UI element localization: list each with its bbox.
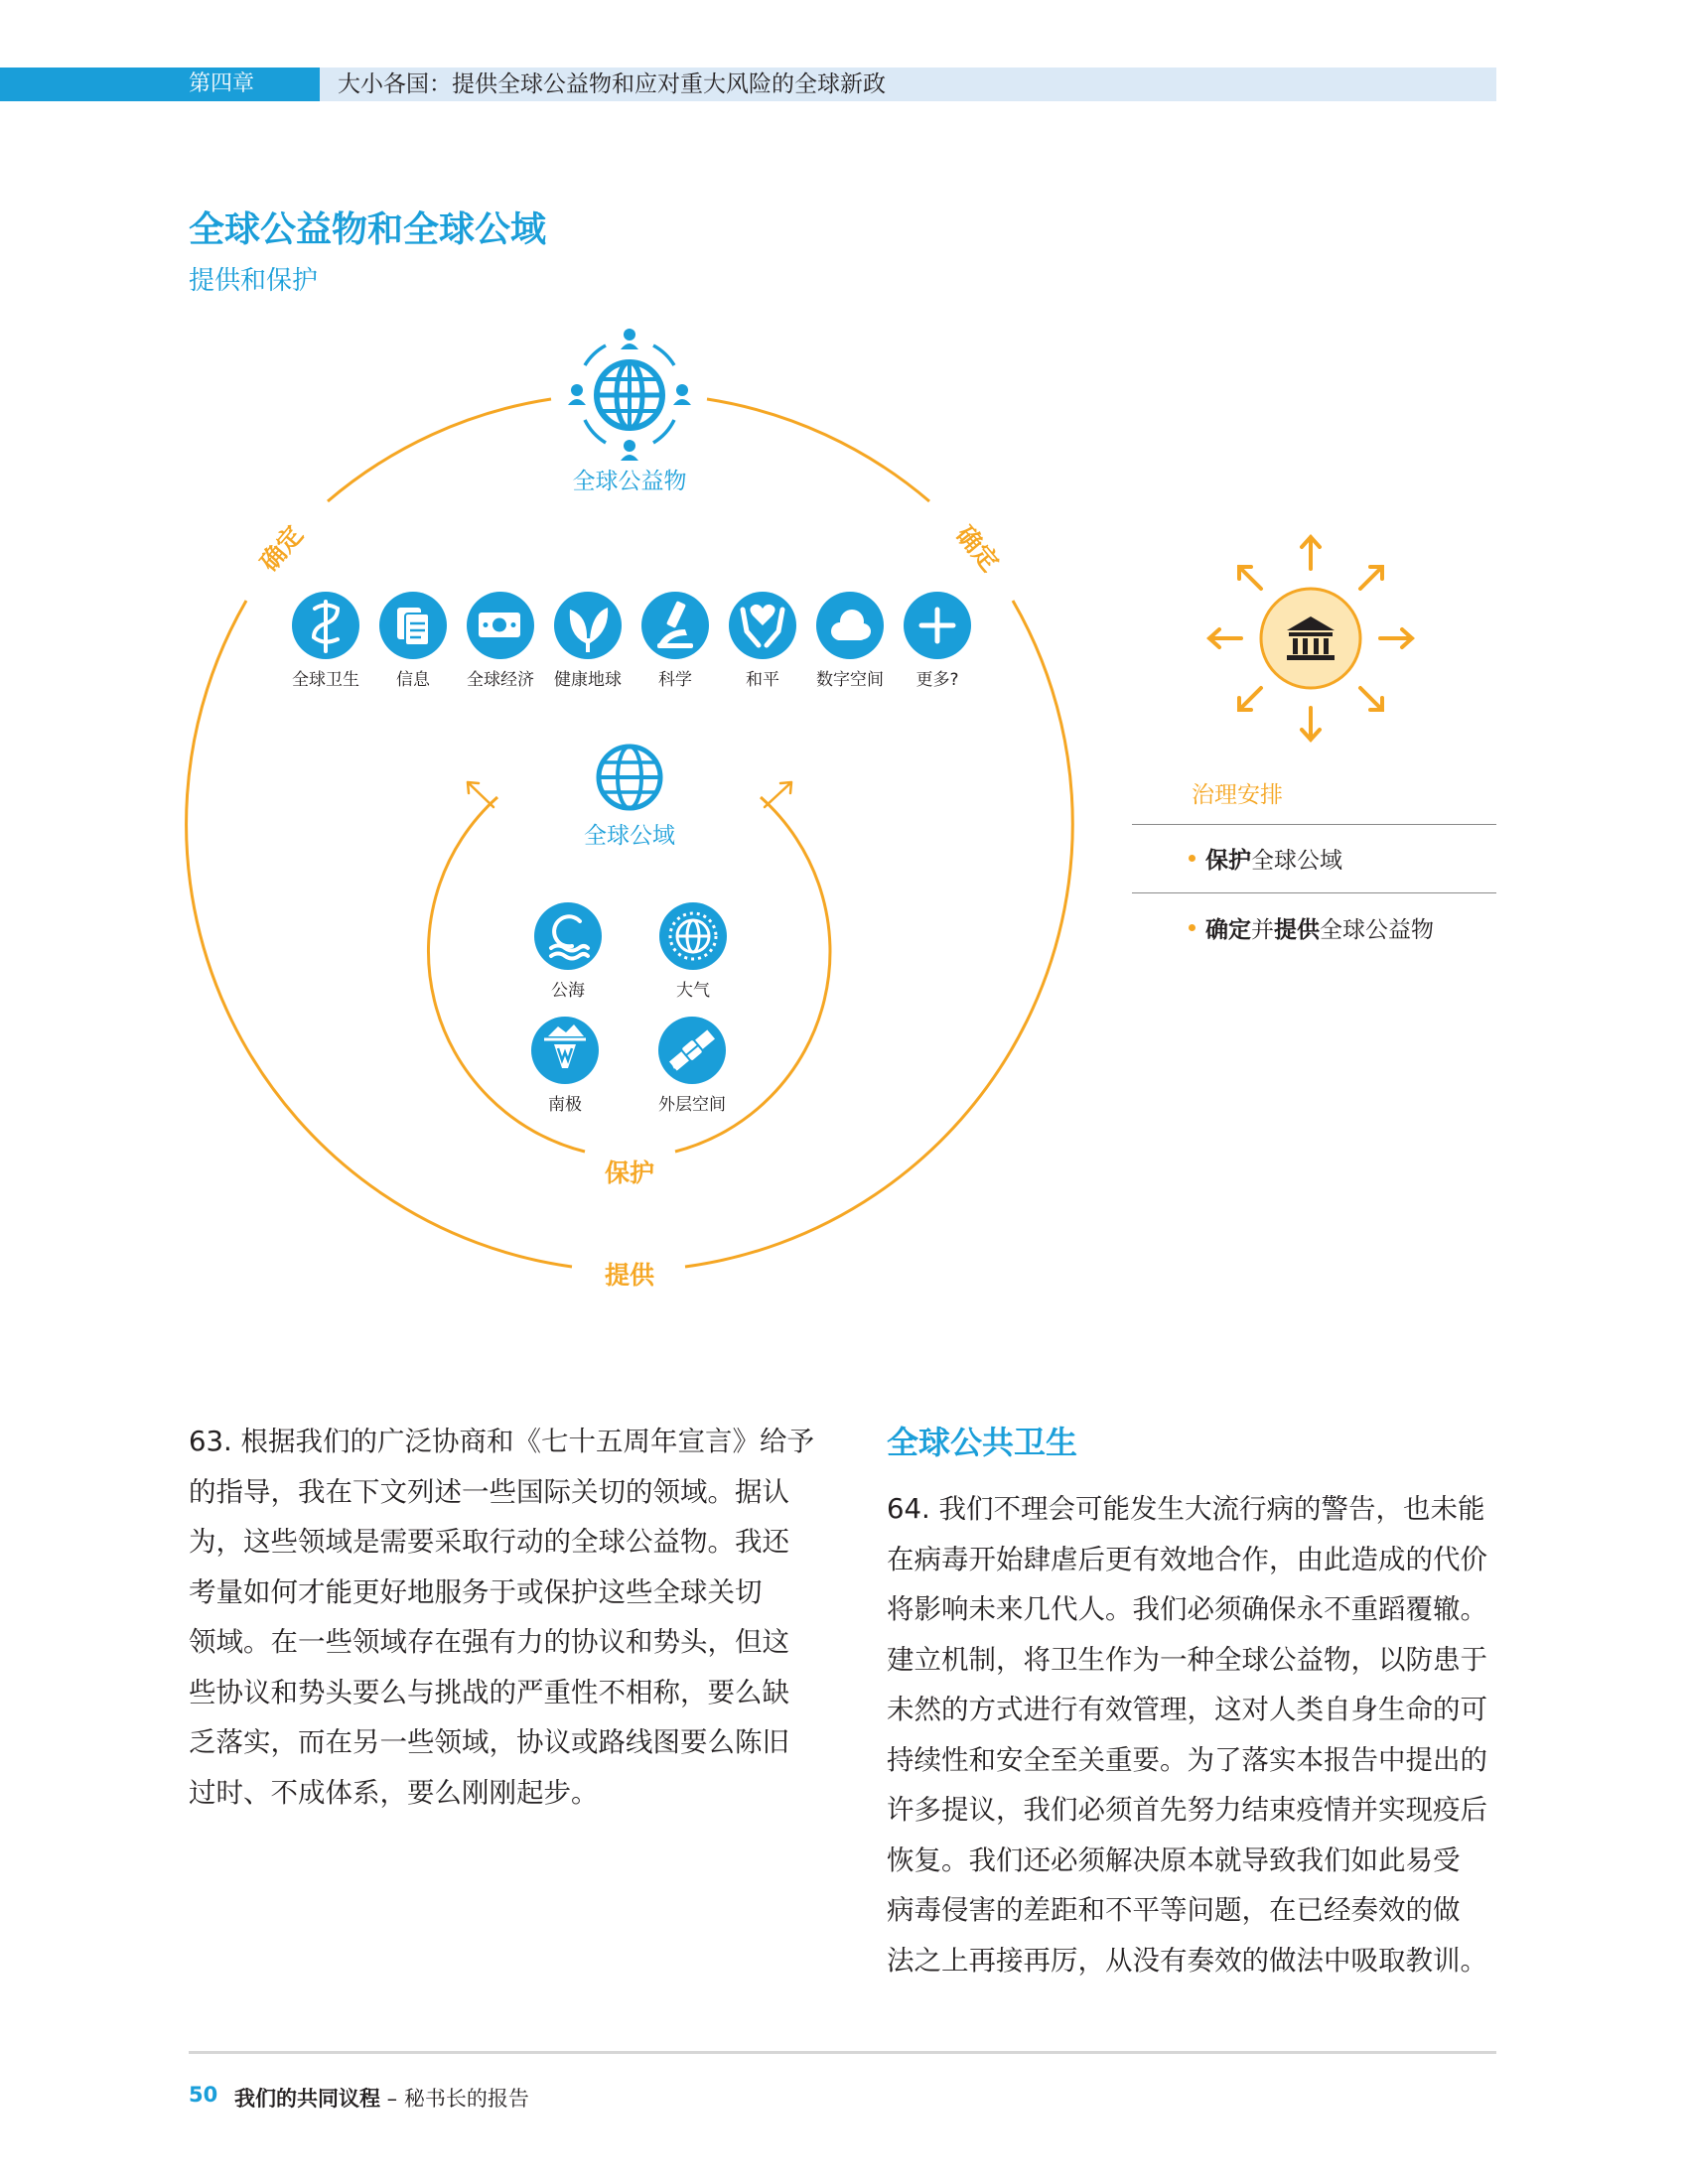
svg-text:更多?: 更多? bbox=[915, 670, 959, 690]
inner-circle bbox=[428, 797, 830, 1152]
gpg-item-science bbox=[641, 592, 709, 690]
gpg-item-more bbox=[904, 592, 971, 690]
chapter-label: 第四章 bbox=[189, 71, 255, 96]
gpg-item-health bbox=[292, 592, 359, 690]
page-number: 50 bbox=[189, 2083, 218, 2107]
global-public-goods-icon bbox=[568, 329, 691, 461]
commons-label: 全球公域 bbox=[584, 823, 675, 849]
svg-text:健康地球: 健康地球 bbox=[554, 670, 622, 690]
svg-text:公海: 公海 bbox=[551, 981, 585, 1001]
money-icon bbox=[479, 613, 520, 637]
paragraph-63: 63. 根据我们的广泛协商和《七十五周年宣言》给予 的指导，我在下文列述一些国际关切的领域。据认 为，这些领域是需要采取行动的全球公益物。我还 考量如何才能更好地服务于或保护这些全球关切 领域。在一些领域存在强有力的协议和势头，但这 些协议和势头要么与挑战的严重性不相称，要么缺 乏落实，而在另一些领域，协议或路线图要么陈旧 过时、不成体系，要么刚刚起步。 bbox=[189, 1426, 814, 1809]
governance-item-provide: 确定并提供全球公益物 bbox=[1205, 917, 1434, 943]
svg-text:南极: 南极 bbox=[548, 1095, 582, 1115]
section-subtitle: 提供和保护 bbox=[189, 266, 319, 296]
commons-item-antarctica bbox=[531, 1017, 599, 1115]
svg-text:和平: 和平 bbox=[746, 670, 779, 690]
protect-label: 保护 bbox=[604, 1159, 655, 1187]
svg-text:全球经济: 全球经济 bbox=[467, 670, 534, 690]
commons-item-outer-space bbox=[658, 1017, 726, 1115]
svg-text:信息: 信息 bbox=[396, 670, 430, 690]
svg-text:全球卫生: 全球卫生 bbox=[292, 670, 359, 690]
health-heading: 全球公共卫生 bbox=[887, 1424, 1078, 1461]
gpg-item-peace bbox=[729, 592, 796, 690]
gpg-item-healthy-planet bbox=[554, 592, 622, 690]
chapter-bar bbox=[0, 68, 320, 101]
provide-label: 提供 bbox=[604, 1261, 655, 1290]
bullet-icon bbox=[1189, 855, 1196, 862]
global-commons-icon bbox=[599, 747, 660, 808]
divider bbox=[1132, 892, 1496, 893]
paragraph-64: 64. 我们不理会可能发生大流行病的警告，也未能 在病毒开始肆虐后更有效地合作，由此造成的代价 将影响未来几代人。我们必须确保永不重蹈覆辙。 建立机制，将卫生作为一种全球公益物，以防患于 未然的方式进行有效管理，这对人类自身生命的可 持续性和安全至关重要。为了落实本报告中提出的 许多提议，我们必须首先努力结束疫情并实现疫后 恢复。我们还必须解决原本就导致我们如此易受 病毒侵害的差距和不平等问题，在已经奏效的做 法之上再接再厉，从没有奏效的做法中吸取教训。 bbox=[887, 1493, 1487, 1977]
commons-item-atmosphere bbox=[659, 902, 727, 1001]
gpg-label: 全球公益物 bbox=[572, 469, 687, 494]
svg-text:外层空间: 外层空间 bbox=[658, 1095, 726, 1115]
commons-item-high-seas bbox=[534, 902, 602, 1001]
footer-title: 我们的共同议程 – 秘书长的报告 bbox=[234, 2087, 529, 2111]
gpg-item-information bbox=[379, 592, 447, 690]
inner-arrows bbox=[468, 782, 791, 807]
gpg-item-economy bbox=[467, 592, 534, 690]
bullet-icon bbox=[1189, 924, 1196, 931]
governance-icon bbox=[1209, 537, 1412, 740]
left-arc-label: 确定 bbox=[254, 520, 309, 578]
right-arc-label: 确定 bbox=[950, 520, 1005, 578]
governance-item-protect: 保护全球公域 bbox=[1205, 848, 1342, 874]
divider bbox=[1132, 824, 1496, 825]
svg-text:科学: 科学 bbox=[658, 670, 692, 690]
governance-title: 治理安排 bbox=[1192, 782, 1283, 808]
svg-text:大气: 大气 bbox=[676, 981, 710, 1001]
section-title: 全球公益物和全球公域 bbox=[189, 209, 547, 250]
gpg-item-digital-space bbox=[816, 592, 884, 690]
footer-divider bbox=[189, 2051, 1496, 2054]
chapter-title: 大小各国：提供全球公益物和应对重大风险的全球新政 bbox=[338, 71, 886, 97]
svg-text:数字空间: 数字空间 bbox=[816, 670, 884, 690]
